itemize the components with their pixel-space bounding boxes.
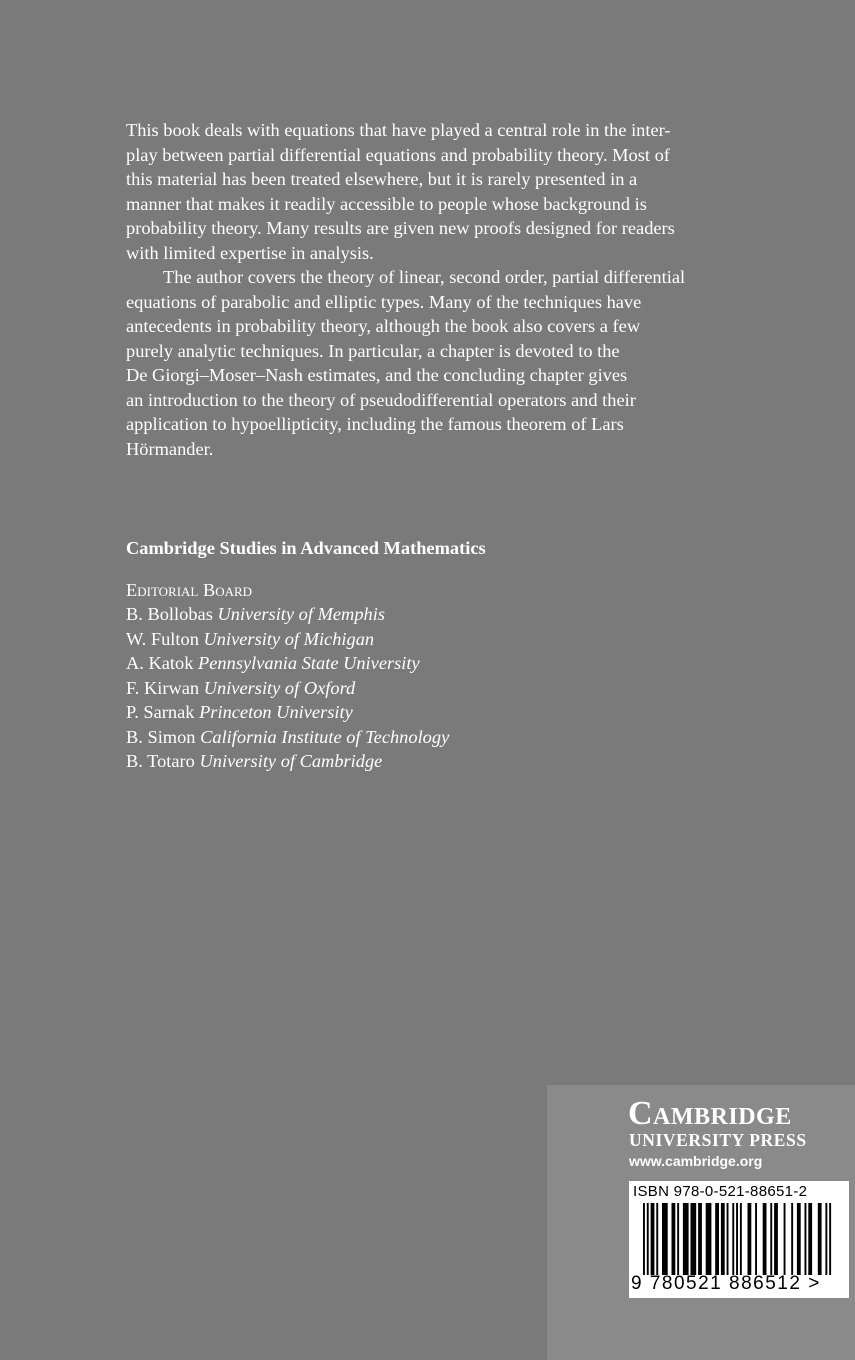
member-affiliation: University of Michigan: [203, 628, 375, 649]
isbn-barcode: [629, 1181, 849, 1298]
member-affiliation: University of Memphis: [217, 604, 385, 624]
blurb-line: manner that makes it readily accessible to people whose background is: [126, 193, 647, 214]
barcode-bar: [721, 1203, 725, 1275]
board-member: [126, 749, 726, 774]
board-member: [126, 676, 726, 701]
barcode-bar: [808, 1203, 812, 1275]
barcode-bar: [677, 1203, 679, 1275]
member-affiliation: University of Oxford: [203, 677, 356, 698]
publisher-panel: [547, 1085, 855, 1360]
board-member: [126, 627, 726, 652]
barcode-bars: [643, 1203, 833, 1275]
blurb-line: Hörmander.: [126, 438, 214, 459]
barcode-bar: [755, 1203, 757, 1275]
board-member: [126, 725, 726, 750]
blurb-line: purely analytic techniques. In particular, a chapter is devoted to the: [126, 340, 620, 361]
barcode-bar: [797, 1203, 801, 1275]
blurb-line: application to hypoellipticity, including the famous theorem of Lars: [126, 414, 624, 434]
member-name: B. Simon: [126, 726, 196, 747]
member-affiliation: California Institute of Technology: [200, 726, 450, 747]
barcode-bar: [784, 1203, 786, 1275]
member-name: F. Kirwan: [126, 677, 200, 698]
board-member: [126, 651, 726, 676]
member-name: P. Sarnak: [126, 702, 195, 722]
barcode-bar: [715, 1203, 719, 1275]
barcode-bar: [791, 1203, 793, 1275]
publisher-name: Cambridge: [628, 1095, 792, 1132]
blurb-line: an introduction to the theory of pseudodifferential operators and their: [126, 389, 636, 410]
blurb-line: play between partial differential equations and probability theory. Most of: [126, 144, 670, 165]
barcode-bar: [651, 1203, 655, 1275]
blurb-line: equations of parabolic and elliptic types. Many of the techniques have: [126, 291, 642, 312]
barcode-bar: [691, 1203, 697, 1275]
blurb-line: antecedents in probability theory, although the book also covers a few: [126, 316, 641, 336]
member-affiliation: Pennsylvania State University: [198, 653, 420, 673]
barcode-bar: [727, 1203, 729, 1275]
barcode-bar: [647, 1203, 649, 1275]
barcode-bar: [748, 1203, 752, 1275]
publisher-subtitle: UNIVERSITY PRESS: [629, 1130, 807, 1150]
barcode-bar: [656, 1203, 658, 1275]
series-title: Cambridge Studies in Advanced Mathematics: [126, 538, 486, 558]
blurb-line: The author covers the theory of linear, second order, partial differential: [163, 267, 686, 287]
blurb-line: De Giorgi–Moser–Nash estimates, and the concluding chapter gives: [126, 365, 628, 385]
blurb-line: This book deals with equations that have played a central role in the inter-: [126, 120, 671, 140]
barcode-bar: [825, 1203, 827, 1275]
barcode-bar: [732, 1203, 734, 1275]
blurb-line: with limited expertise in analysis.: [126, 242, 374, 263]
barcode-bar: [643, 1203, 645, 1275]
barcode-bar: [672, 1203, 676, 1275]
barcode-bar: [805, 1203, 807, 1275]
barcode-bar: [706, 1203, 712, 1275]
isbn-label: ISBN 978-0-521-88651-2: [633, 1183, 808, 1200]
member-name: A. Katok: [126, 653, 194, 673]
barcode-bar: [740, 1203, 742, 1275]
member-name: B. Totaro: [126, 751, 195, 771]
barcode-bar: [774, 1203, 778, 1275]
barcode-bar: [698, 1203, 702, 1275]
editorial-board-heading: Editorial Board: [126, 579, 253, 600]
blurb-paragraph-1: [126, 118, 746, 265]
back-cover-blurb: [126, 118, 746, 461]
blurb-paragraph-2: [126, 265, 746, 461]
barcode-bar: [818, 1203, 822, 1275]
barcode-bar: [736, 1203, 738, 1275]
member-name: B. Bollobas: [126, 604, 213, 624]
series-section: [126, 536, 726, 774]
board-member: [126, 602, 726, 627]
barcode-digits: 9 780521 886512 >: [631, 1273, 821, 1294]
barcode-bar: [683, 1203, 689, 1275]
barcode-bar: [662, 1203, 668, 1275]
barcode-bar: [763, 1203, 767, 1275]
member-affiliation: University of Cambridge: [199, 751, 383, 771]
barcode-bar: [770, 1203, 772, 1275]
barcode-bar: [829, 1203, 831, 1275]
member-affiliation: Princeton University: [199, 702, 353, 722]
publisher-url: www.cambridge.org: [629, 1153, 763, 1169]
board-member: [126, 700, 726, 725]
blurb-line: this material has been treated elsewhere, but it is rarely presented in a: [126, 169, 638, 189]
blurb-line: probability theory. Many results are given new proofs designed for readers: [126, 218, 675, 238]
member-name: W. Fulton: [126, 628, 199, 649]
